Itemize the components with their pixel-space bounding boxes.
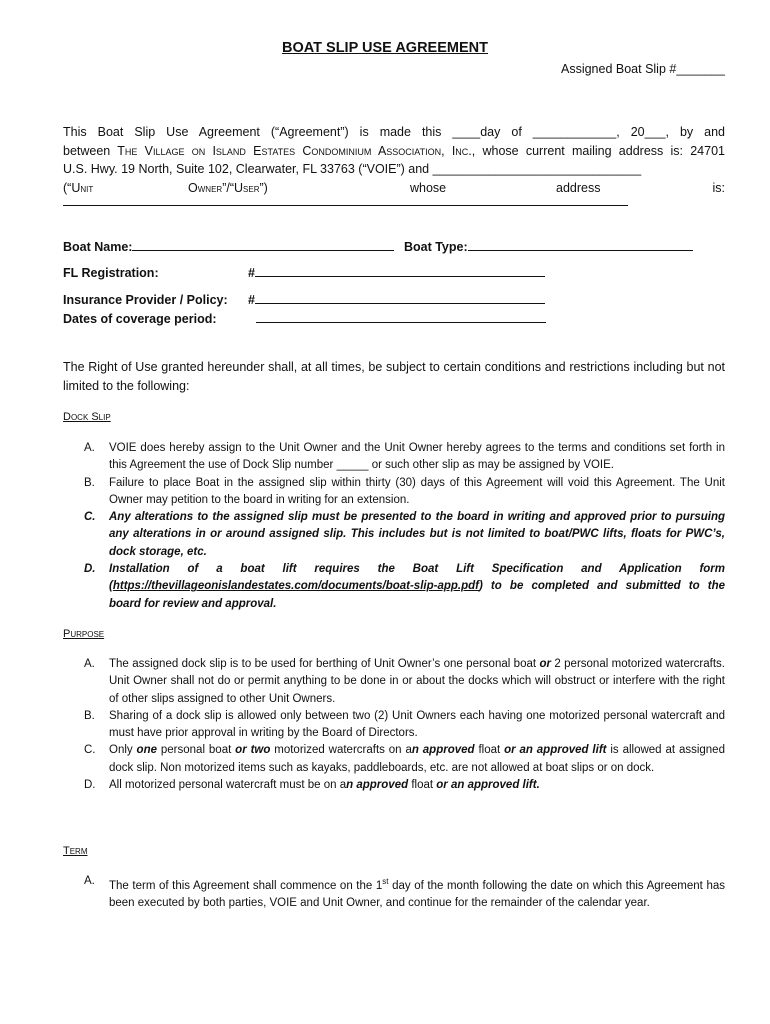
fl-registration-field[interactable]: [255, 264, 545, 277]
document-title: BOAT SLIP USE AGREEMENT: [282, 40, 488, 56]
coverage-label: Dates of coverage period:: [63, 312, 217, 326]
boat-type-field[interactable]: [468, 238, 693, 251]
fl-registration-label: FL Registration:: [63, 266, 159, 280]
insurance-row: Insurance Provider / Policy: #: [63, 291, 545, 307]
insurance-field[interactable]: [255, 291, 545, 304]
boat-name-field[interactable]: [132, 238, 394, 251]
dock-slip-item-b: B. Failure to place Boat in the assigned slip within thirty (30) days of this Agreement will void this Agreement. The Unit Owner may petition to the board in writing for an extension.: [84, 476, 725, 506]
term-item-a: A. The term of this Agreement shall commence on the 1st day of the month following the date on which this Agreement has been executed by both parties, VOIE and Unit Owner, and continue for the remainder of the calendar year.: [84, 875, 725, 910]
intro-line-3: U.S. Hwy. 19 North, Suite 102, Clearwater, FL 33763 (“VOIE”) and ______________________________: [63, 162, 642, 176]
dock-slip-item-c: C. Any alterations to the assigned slip must be presented to the board in writing and approved prior to pursuing any alterations in or around assigned slip. This includes but is not limited to boat/PWC lifts, floats for PWC’s, dock storage, etc.: [84, 511, 725, 558]
purpose-item-c: C. Only one personal boat or two motorized watercrafts on an approved float or an approved lift is allowed at assigned dock slip. Non motorized items such as kayaks, paddleboards, etc. are not allowed at boat slips or on dock.: [84, 744, 725, 774]
intro-address-line: [63, 197, 628, 206]
purpose-item-a: A. The assigned dock slip is to be used for berthing of Unit Owner’s one personal boat or 2 personal motorized watercrafts. Unit Owner shall not do or permit anything to be done in or about the docks which will obstruct or interfere with the right of other slips assigned to other Unit Owners.: [84, 658, 725, 705]
purpose-heading: Purpose: [63, 628, 105, 640]
intro-line-4: (“Unit Owner”/“User”) whose address is:: [63, 180, 725, 195]
coverage-row: [63, 310, 546, 326]
dock-slip-heading: Dock Slip: [63, 411, 111, 423]
intro-paragraph: [63, 123, 725, 206]
boat-slip-app-link[interactable]: https://thevillageonislandestates.com/documents/boat-slip-app.pdf: [112, 580, 479, 593]
intro-line-2: between The Village on Island Estates Condominium Association, Inc., whose current mailing address is: 24701: [63, 143, 725, 158]
right-of-use-paragraph: The Right of Use granted hereunder shall, at all times, be subject to certain conditions and restrictions including but not limited to the following:: [63, 360, 725, 393]
fl-registration-row: FL Registration: #: [63, 264, 545, 280]
term-heading: Term: [63, 845, 88, 857]
boat-type-label: Boat Type:: [403, 240, 468, 254]
term-list: [84, 873, 725, 912]
assigned-boat-slip: Assigned Boat Slip #_______: [560, 62, 725, 76]
purpose-list: [84, 656, 725, 794]
dock-slip-item-d: D. Installation of a boat lift requires the Boat Lift Specification and Application form (https://thevillageonislandestates.com/documents/boat-slip-app.pdf) to be completed and submitted to the board for review and approval.: [84, 563, 725, 610]
insurance-label: Insurance Provider / Policy:: [63, 293, 228, 307]
boat-name-label: Boat Name:: [63, 240, 133, 254]
dock-slip-item-a: A. VOIE does hereby assign to the Unit Owner and the Unit Owner hereby agrees to the terms and conditions set forth in this Agreement the use of Dock Slip number _____ or such other slip as may be assigned by VOIE.: [84, 442, 725, 472]
coverage-field[interactable]: [256, 310, 546, 323]
boat-name-row: [63, 238, 693, 254]
purpose-item-d: D. All motorized personal watercraft must be on an approved float or an approved lift.: [84, 779, 540, 792]
purpose-item-b: B. Sharing of a dock slip is allowed only between two (2) Unit Owners each having one motorized personal watercraft and must have prior approval in writing by the Board of Directors.: [84, 709, 725, 740]
intro-line-1: This Boat Slip Use Agreement (“Agreement”) is made this ____day of ____________, 20___, by and: [63, 125, 725, 139]
dock-slip-list: [84, 440, 725, 613]
